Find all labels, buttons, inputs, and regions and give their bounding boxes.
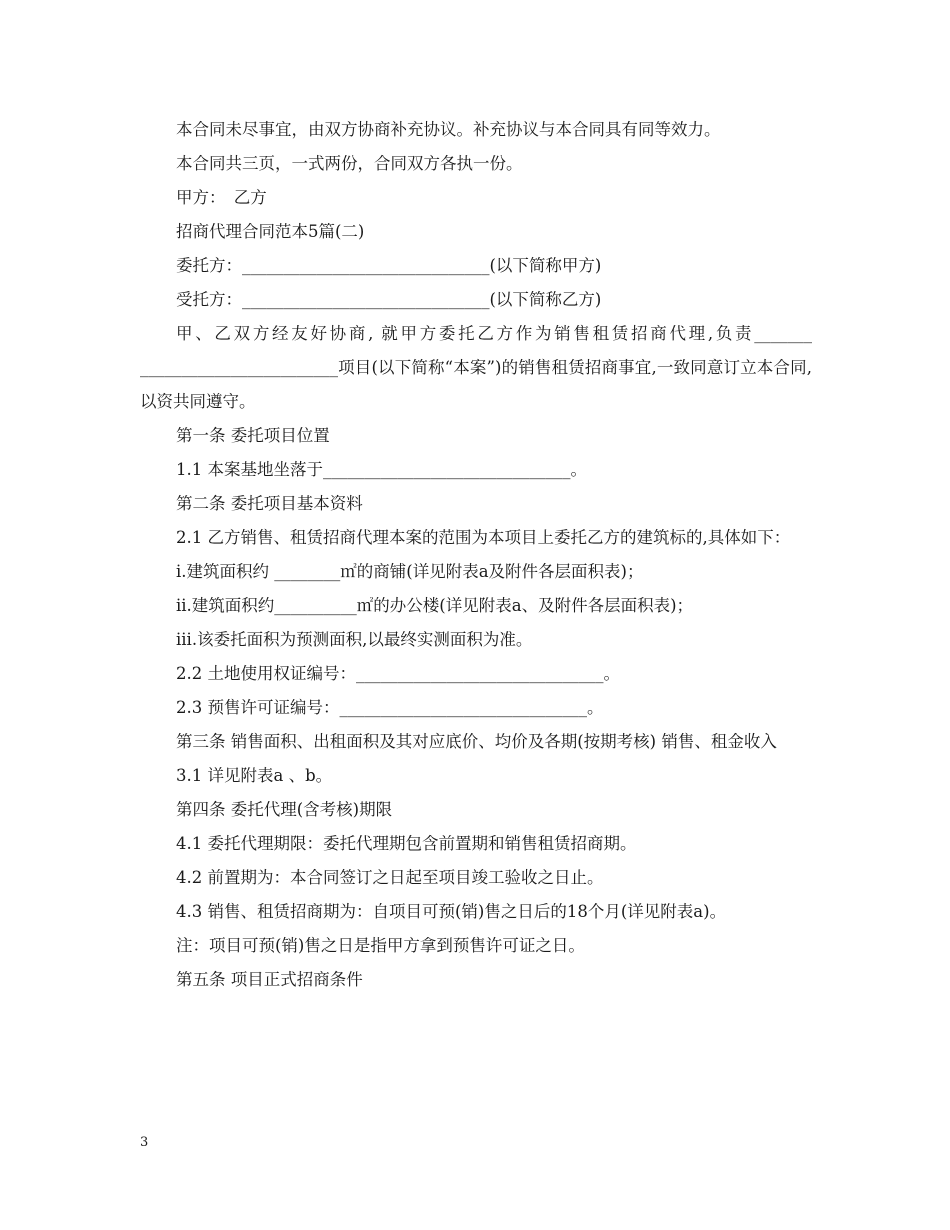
clause-4-2: 4.2 前置期为：本合同签订之日起至项目竣工验收之日止。 — [176, 868, 604, 887]
clause-4-3: 4.3 销售、租赁招商期为：自项目可预(销)售之日后的18个月(详见附表a)。 — [176, 902, 727, 921]
article-5-heading: 第五条 项目正式招商条件 — [176, 970, 363, 989]
page-number: 3 — [140, 1135, 149, 1150]
clause-2-1-iii: iii.该委托面积为预测面积,以最终实测面积为准。 — [176, 630, 533, 649]
clause-2-1-ii: ii.建筑面积约__________㎡的办公楼(详见附表a、及附件各层面积表)； — [176, 596, 694, 615]
clause-1-1: 1.1 本案基地坐落于______________________________。 — [176, 460, 587, 479]
document-body — [140, 113, 812, 997]
article-2-heading: 第二条 委托项目基本资料 — [176, 494, 363, 513]
clause-2-1-i: i.建筑面积约 ________㎡的商铺(详见附表a及附件各层面积表)； — [176, 562, 644, 581]
paragraph-copies: 本合同共三页，一式两份，合同双方各执一份。 — [176, 154, 523, 173]
paragraph-parties: 甲方： 乙方 — [176, 188, 267, 207]
article-4-heading: 第四条 委托代理(含考核)期限 — [176, 800, 393, 819]
clause-4-1: 4.1 委托代理期限：委托代理期包含前置期和销售租赁招商期。 — [176, 834, 637, 853]
note-presale-date: 注：项目可预(销)售之日是指甲方拿到预售许可证之日。 — [176, 936, 585, 955]
paragraph-preamble: 甲、乙双方经友好协商, 就甲方委托乙方作为销售租赁招商代理,负责_______ ________________________项目(以下简称“本案”)的销售租赁招商事宜,一致同意订立本合同,以资共同遵守。 — [140, 324, 812, 411]
clause-2-3: 2.3 预售许可证编号：______________________________。 — [176, 698, 604, 717]
paragraph-agent: 受托方：______________________________(以下简称乙方) — [176, 290, 602, 309]
article-3-heading: 第三条 销售面积、出租面积及其对应底价、均价及各期(按期考核) 销售、租金收入 — [176, 732, 777, 751]
clause-3-1: 3.1 详见附表a 、b。 — [176, 766, 333, 785]
clause-2-2: 2.2 土地使用权证编号：______________________________。 — [176, 664, 620, 683]
clause-2-1: 2.1 乙方销售、租赁招商代理本案的范围为本项目上委托乙方的建筑标的,具体如下： — [176, 528, 791, 547]
article-1-heading: 第一条 委托项目位置 — [176, 426, 330, 445]
paragraph-client: 委托方：______________________________(以下简称甲方) — [176, 256, 602, 275]
contract-title: 招商代理合同范本5篇(二) — [176, 222, 365, 241]
paragraph-supplement: 本合同未尽事宜，由双方协商补充协议。补充协议与本合同具有同等效力。 — [176, 120, 721, 139]
